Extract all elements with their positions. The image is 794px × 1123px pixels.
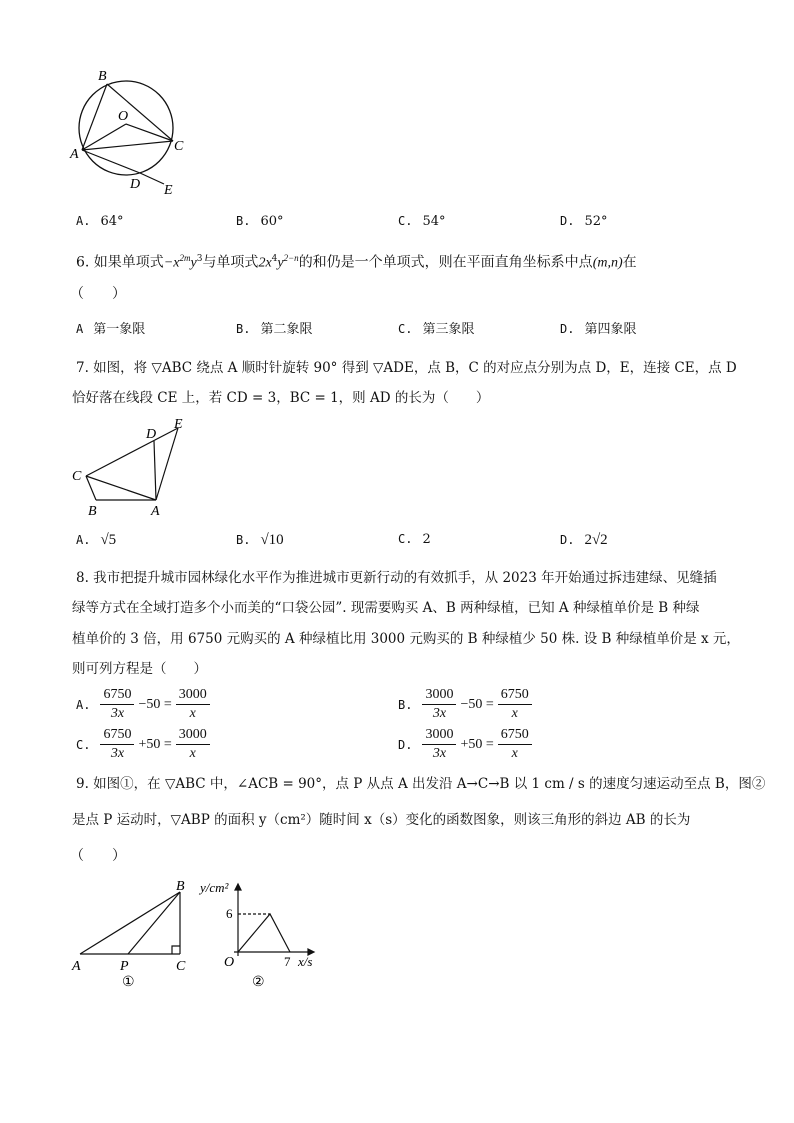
q9-figure-2 bbox=[198, 876, 328, 992]
q7-triangle-figure bbox=[66, 414, 196, 518]
segment-de bbox=[140, 173, 164, 184]
option-label: C. bbox=[398, 214, 413, 228]
segment-oc bbox=[126, 124, 173, 141]
q6-stem-suffix: 的和仍是一个单项式，则在平面直角坐标系中点 bbox=[298, 254, 593, 271]
label-c: C bbox=[72, 469, 82, 484]
q6-option-c[interactable] bbox=[398, 318, 474, 337]
option-label: B. bbox=[236, 214, 251, 228]
option-label: B. bbox=[236, 533, 251, 547]
figure-caption-2: ② bbox=[252, 975, 265, 990]
label-b: B bbox=[88, 504, 97, 518]
q8-option-c[interactable] bbox=[76, 726, 210, 763]
q6-stem-prefix: 6. 如果单项式 bbox=[76, 254, 164, 271]
label-p: P bbox=[120, 959, 129, 974]
q6-option-b[interactable] bbox=[236, 318, 312, 337]
q6-term1-y: y bbox=[190, 255, 197, 271]
q6-stem-end: 在 bbox=[622, 254, 637, 271]
q6-term2: 2x bbox=[258, 255, 272, 271]
q8-stem-line1: 8. 我市把提升城市园林绿化水平作为推进城市更新行动的有效抓手，从 2023 年开始通过拆违建绿、见缝插 bbox=[76, 570, 717, 586]
label-o: O bbox=[118, 109, 129, 124]
fraction-right: $\frac{3000}{x}$ bbox=[176, 726, 210, 763]
option-value: 52° bbox=[584, 214, 608, 229]
label-a: A bbox=[70, 147, 79, 162]
label-c: C bbox=[176, 959, 186, 974]
option-label: C. bbox=[398, 532, 413, 546]
circle-o bbox=[79, 81, 173, 175]
origin-label: O bbox=[224, 955, 235, 970]
q8-stem-line2: 绿等方式在全域打造多个小而美的“口袋公园”. 现需要购买 A、B 两种绿植，已知 A 种绿植单价是 B 种绿 bbox=[72, 600, 700, 616]
option-value: 54° bbox=[422, 214, 446, 229]
y-tick-6: 6 bbox=[226, 906, 233, 921]
label-e: E bbox=[174, 417, 183, 432]
y-axis-arrow bbox=[235, 884, 241, 890]
q5-option-c[interactable] bbox=[398, 214, 446, 229]
option-label: D. bbox=[398, 737, 413, 752]
option-label: C. bbox=[76, 737, 91, 752]
equation-operator: +50 = bbox=[460, 736, 494, 752]
option-value: 第一象限 bbox=[93, 322, 146, 337]
fraction-right: $\frac{6750}{x}$ bbox=[498, 726, 532, 763]
option-value: √5 bbox=[100, 532, 117, 548]
q8-option-a[interactable] bbox=[76, 686, 210, 723]
option-label: A. bbox=[76, 533, 91, 547]
label-d: D bbox=[130, 177, 141, 192]
q6-term2-yexp: 2−n bbox=[283, 253, 299, 263]
segment-ab bbox=[80, 892, 180, 954]
q7-option-b[interactable] bbox=[236, 532, 284, 549]
fraction-left: $\frac{6750}{3x}$ bbox=[100, 726, 134, 763]
q6-option-d[interactable] bbox=[560, 318, 636, 337]
q9-bracket: （ ） bbox=[70, 848, 126, 864]
fraction-right: $\frac{3000}{x}$ bbox=[176, 686, 210, 723]
q5-circle-figure bbox=[60, 62, 190, 202]
q6-term1: −x bbox=[163, 255, 180, 271]
x-axis-label: x/s bbox=[298, 954, 313, 969]
equation-operator: −50 = bbox=[460, 696, 494, 712]
fraction-left: $\frac{3000}{3x}$ bbox=[422, 686, 456, 723]
q8-stem-line3: 植单价的 3 倍，用 6750 元购买的 A 种绿植比用 3000 元购买的 B 种绿植少 50 株. 设 B 种绿植单价是 x 元， bbox=[72, 631, 740, 647]
q7-stem-line1: 7. 如图，将 ▽ABC 绕点 A 顺时针旋转 90° 得到 ▽ADE，点 B，C 的对应点分别为点 D，E，连接 CE，点 D bbox=[76, 360, 737, 376]
option-value: 第四象限 bbox=[584, 322, 637, 337]
label-d: D bbox=[146, 427, 157, 442]
segment-ca bbox=[86, 476, 156, 500]
q6-point: (m,n) bbox=[592, 255, 623, 271]
fraction-left: $\frac{6750}{3x}$ bbox=[100, 686, 134, 723]
option-label: D. bbox=[560, 214, 575, 228]
label-b: B bbox=[98, 69, 107, 84]
option-label: B. bbox=[398, 697, 413, 712]
segment-cb bbox=[86, 476, 96, 500]
option-label: D. bbox=[560, 322, 575, 336]
segment-ad bbox=[82, 150, 140, 173]
option-value: 2√2 bbox=[584, 532, 608, 548]
q6-term2-y: y bbox=[277, 255, 284, 271]
option-value: 60° bbox=[260, 214, 284, 229]
fraction-right: $\frac{6750}{x}$ bbox=[498, 686, 532, 723]
q5-option-a[interactable] bbox=[76, 214, 124, 229]
q7-stem-line2: 恰好落在线段 CE 上，若 CD = 3，BC = 1，则 AD 的长为（ ） bbox=[72, 390, 490, 406]
option-value: 第二象限 bbox=[260, 322, 313, 337]
option-label: A. bbox=[76, 214, 91, 228]
q6-term1-exp: 2m bbox=[179, 253, 191, 263]
q6-stem bbox=[76, 248, 637, 274]
q9-stem-line1: 9. 如图①，在 ▽ABC 中，∠ACB = 90°，点 P 从点 A 出发沿 A→C→B 以 1 cm / s 的速度匀速运动至点 B，图② bbox=[76, 776, 766, 792]
q6-term2-exp: 4 bbox=[271, 254, 278, 264]
figure-caption-1: ① bbox=[122, 975, 135, 990]
q8-option-d[interactable] bbox=[398, 726, 532, 763]
option-label: D. bbox=[560, 533, 575, 547]
q8-stem-line4: 则可列方程是（ ） bbox=[72, 661, 207, 677]
graph-line bbox=[238, 914, 290, 952]
q9-stem-line2: 是点 P 运动时，▽ABP 的面积 y（cm²）随时间 x（s）变化的函数图象，则该三角形的斜边 AB 的长为 bbox=[72, 812, 691, 828]
segment-ea bbox=[156, 428, 178, 500]
option-label: C. bbox=[398, 322, 413, 336]
q9-figure-1 bbox=[66, 878, 196, 990]
option-label: B. bbox=[236, 322, 251, 336]
fraction-left: $\frac{3000}{3x}$ bbox=[422, 726, 456, 763]
q6-bracket: （ ） bbox=[70, 286, 126, 302]
segment-da bbox=[154, 441, 156, 500]
option-label: A. bbox=[76, 697, 91, 712]
q6-term1-yexp: 3 bbox=[196, 254, 203, 264]
q6-option-a[interactable] bbox=[76, 318, 145, 337]
segment-bc bbox=[107, 84, 173, 141]
y-axis-label: y/cm² bbox=[200, 880, 229, 895]
option-value: √10 bbox=[260, 532, 284, 548]
option-value: 第三象限 bbox=[422, 322, 475, 337]
option-value: 2 bbox=[422, 532, 431, 547]
option-value: 64° bbox=[100, 214, 124, 229]
q5-option-d[interactable] bbox=[560, 214, 608, 229]
label-c: C bbox=[174, 139, 184, 154]
q7-option-a[interactable] bbox=[76, 532, 116, 549]
segment-ce bbox=[86, 428, 178, 476]
label-b: B bbox=[176, 879, 185, 894]
q8-option-b[interactable] bbox=[398, 686, 532, 723]
q5-option-b[interactable] bbox=[236, 214, 284, 229]
segment-pb bbox=[128, 892, 180, 954]
x-tick-7: 7 bbox=[284, 954, 291, 969]
label-a: A bbox=[72, 959, 81, 974]
right-angle-mark bbox=[172, 946, 180, 954]
label-a: A bbox=[151, 504, 160, 518]
equation-operator: −50 = bbox=[138, 696, 172, 712]
option-label: A bbox=[76, 322, 84, 336]
label-e: E bbox=[164, 183, 173, 198]
equation-operator: +50 = bbox=[138, 736, 172, 752]
q7-option-d[interactable] bbox=[560, 532, 608, 549]
q7-option-c[interactable] bbox=[398, 532, 431, 547]
q6-mid: 与单项式 bbox=[202, 254, 259, 271]
